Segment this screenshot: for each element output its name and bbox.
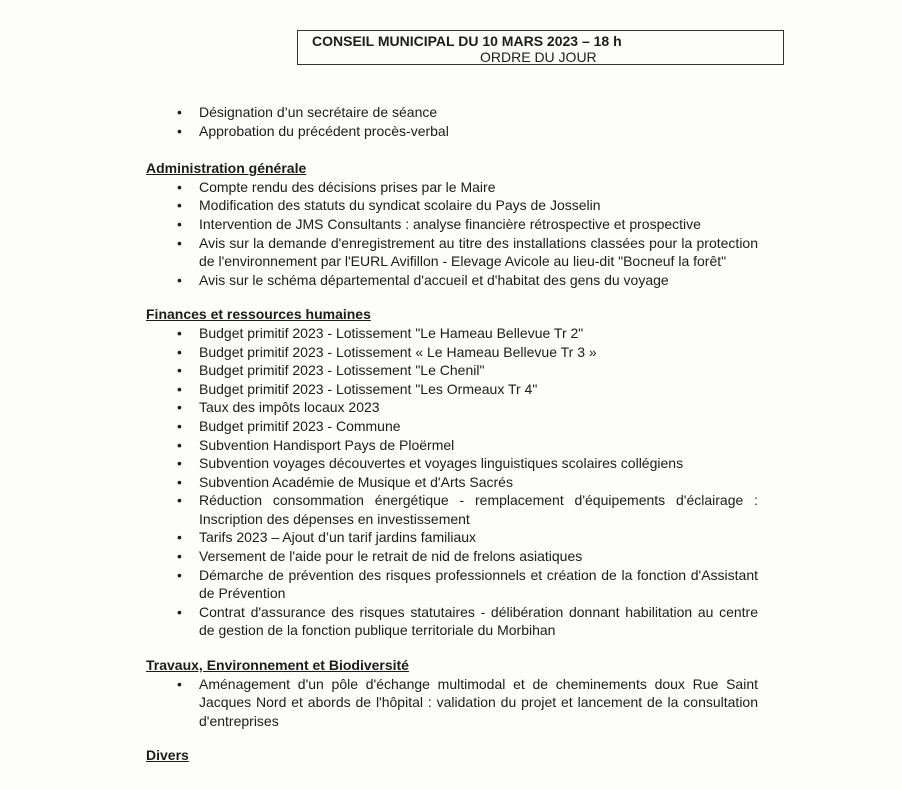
list-item: • Subvention Académie de Musique et d'Arts Sacrés [146, 473, 758, 492]
agenda-title: ORDRE DU JOUR [480, 49, 597, 65]
section-heading-travaux: Travaux, Environnement et Biodiversité [146, 657, 409, 674]
section-heading-finances: Finances et ressources humaines [146, 306, 371, 323]
agenda-header-box [297, 30, 784, 65]
list-item: • Avis sur la demande d'enregistrement au titre des installations classées pour la protection de l'environnement par l'EURL Avifillon - Elevage Avicole au lieu-dit "Bocneuf la forêt" [146, 234, 758, 271]
list-item: • Taux des impôts locaux 2023 [146, 398, 758, 417]
list-item: • Démarche de prévention des risques professionnels et création de la fonction d'Assistant de Prévention [146, 566, 758, 603]
list-item: • Aménagement d'un pôle d'échange multimodal et de cheminements doux Rue Saint Jacques Nord et abords de l'hôpital : validation du projet et lancement de la consultation d'entreprises [146, 675, 758, 731]
section-heading-divers: Divers [146, 747, 189, 764]
list-item: • Budget primitif 2023 - Lotissement "Les Ormeaux Tr 4" [146, 380, 758, 399]
section-list-administration [146, 178, 758, 290]
agenda-content [146, 103, 758, 765]
list-item: • Budget primitif 2023 - Lotissement "Le Hameau Bellevue Tr 2" [146, 324, 758, 343]
list-item: • Subvention voyages découvertes et voyages linguistiques scolaires collégiens [146, 454, 758, 473]
list-item: • Compte rendu des décisions prises par le Maire [146, 178, 758, 197]
list-item: • Intervention de JMS Consultants : analyse financière rétrospective et prospective [146, 215, 758, 234]
intro-list [146, 103, 758, 140]
list-item: • Approbation du précédent procès-verbal [146, 122, 758, 141]
list-item: • Désignation d’un secrétaire de séance [146, 103, 758, 122]
list-item: • Réduction consommation énergétique - remplacement d'équipements d'éclairage : Inscription des dépenses en investissement [146, 491, 758, 528]
list-item: • Budget primitif 2023 - Lotissement "Le Chenil" [146, 361, 758, 380]
meeting-title: CONSEIL MUNICIPAL DU 10 MARS 2023 – 18 h [312, 33, 622, 49]
list-item: • Budget primitif 2023 - Commune [146, 417, 758, 436]
section-list-finances [146, 324, 758, 640]
list-item: • Avis sur le schéma départemental d'accueil et d'habitat des gens du voyage [146, 271, 758, 290]
list-item: • Budget primitif 2023 - Lotissement « Le Hameau Bellevue Tr 3 » [146, 343, 758, 362]
list-item: • Tarifs 2023 – Ajout d’un tarif jardins familiaux [146, 528, 758, 547]
list-item: • Subvention Handisport Pays de Ploërmel [146, 436, 758, 455]
section-list-travaux [146, 675, 758, 731]
section-heading-administration: Administration générale [146, 160, 307, 177]
list-item: • Modification des statuts du syndicat scolaire du Pays de Josselin [146, 196, 758, 215]
list-item: • Contrat d'assurance des risques statutaires - délibération donnant habilitation au centre de gestion de la fonction publique territoriale du Morbihan [146, 603, 758, 640]
list-item: • Versement de l'aide pour le retrait de nid de frelons asiatiques [146, 547, 758, 566]
